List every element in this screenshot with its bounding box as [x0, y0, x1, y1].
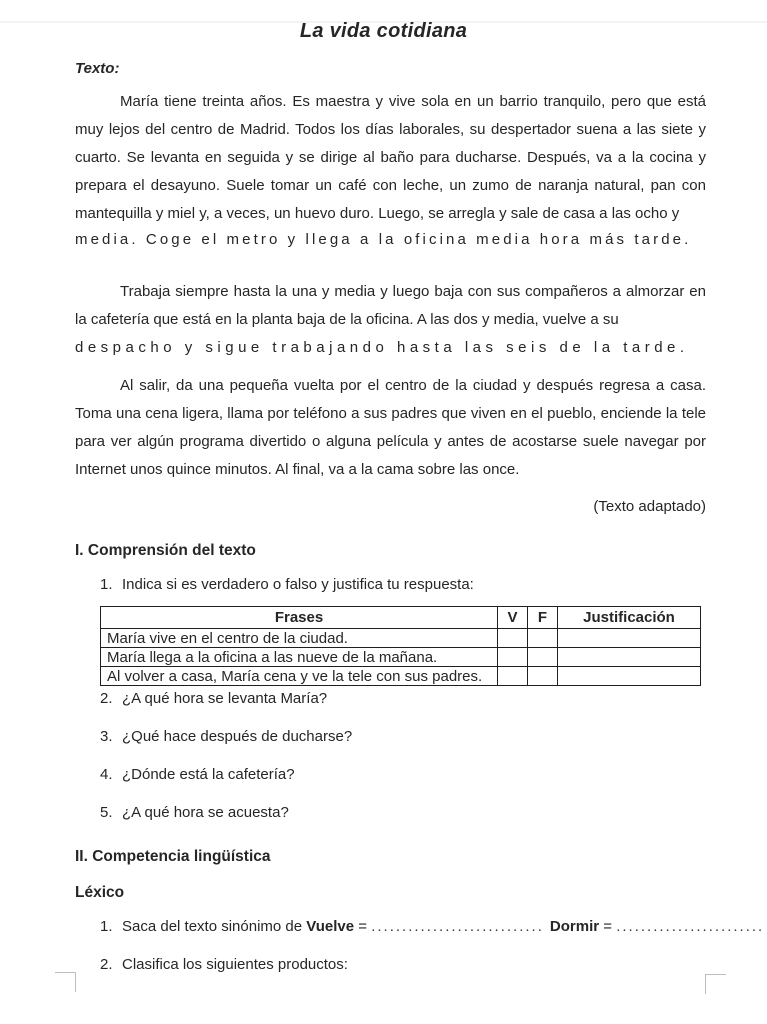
- table-header-justificacion: Justificación: [558, 607, 701, 629]
- adapted-note: (Texto adaptado): [593, 498, 706, 515]
- table-header-row: [101, 607, 701, 629]
- question-3-text: ¿Qué hace después de ducharse?: [122, 728, 353, 745]
- question-3: [75, 728, 706, 746]
- f-cell: [528, 629, 558, 648]
- true-false-table: [100, 606, 701, 686]
- justification-cell: [558, 629, 701, 648]
- page-title: La vida cotidiana: [299, 20, 468, 42]
- page-corner-mark-left: [55, 972, 76, 992]
- justification-cell: [558, 648, 701, 667]
- equals-sign: =: [354, 918, 372, 935]
- question-2-text: ¿A qué hora se levanta María?: [122, 690, 328, 707]
- f-cell: [528, 667, 558, 686]
- frase-cell: María llega a la oficina a las nueve de la mañana.: [101, 648, 498, 667]
- frase-cell: Al volver a casa, María cena y ve la tele con sus padres.: [101, 667, 498, 686]
- table-header-v: V: [498, 607, 528, 629]
- section1-heading: I. Comprensión del texto: [75, 542, 256, 559]
- v-cell: [498, 667, 528, 686]
- table-row: [101, 667, 701, 686]
- lexico-term-vuelve: Vuelve: [306, 918, 355, 935]
- question-2: [75, 690, 706, 708]
- lexico-question-1-number: 1.: [100, 918, 113, 935]
- paragraph-1-last-line: media. Coge el metro y llega a la oficina media hora más tarde.: [75, 231, 692, 248]
- v-cell: [498, 648, 528, 667]
- page-corner-mark-right: [705, 974, 726, 994]
- lexico-term-dormir: Dormir: [549, 918, 600, 935]
- lexico-question-2-text: Clasifica los siguientes productos:: [122, 956, 348, 973]
- question-5-number: 5.: [100, 804, 113, 821]
- f-cell: [528, 648, 558, 667]
- question-4-text: ¿Dónde está la cafetería?: [122, 766, 295, 783]
- lexico-subheading: Léxico: [75, 884, 125, 901]
- question-1-text: Indica si es verdadero o falso y justifica tu respuesta:: [122, 576, 474, 593]
- v-cell: [498, 629, 528, 648]
- question-4-number: 4.: [100, 766, 113, 783]
- answer-blank-dots: ............................: [371, 918, 544, 935]
- question-2-number: 2.: [100, 690, 113, 707]
- question-1: [75, 576, 706, 594]
- equals-sign: =: [599, 918, 617, 935]
- table-header-f: F: [528, 607, 558, 629]
- paragraph-2-last-line: despacho y sigue trabajando hasta las seis de la tarde.: [75, 339, 689, 356]
- paragraph-3: Al salir, da una pequeña vuelta por el centro de la ciudad y después regresa a casa. Toma una cena ligera, llama por teléfono a sus padres que viven en el pueblo, enciende la tele para ver algún programa divertido o alguna película y antes de acostarse suele navegar por Internet unos quince minutos. Al final, va a la cama sobre las once.: [75, 377, 706, 478]
- frase-cell: María vive en el centro de la ciudad.: [101, 629, 498, 648]
- paragraph-2: Trabaja siempre hasta la una y media y luego baja con sus compañeros a almorzar en la cafetería que está en la planta baja de la oficina. A las dos y media, vuelve a su: [75, 283, 706, 328]
- texto-label: Texto:: [75, 60, 120, 77]
- table-header-frases: Frases: [101, 607, 498, 629]
- question-4: [75, 766, 706, 784]
- question-1-number: 1.: [100, 576, 113, 593]
- table-row: [101, 629, 701, 648]
- answer-blank-dots: ........................: [616, 918, 765, 935]
- justification-cell: [558, 667, 701, 686]
- table-row: [101, 648, 701, 667]
- paragraph-1: María tiene treinta años. Es maestra y vive sola en un barrio tranquilo, pero que está muy lejos del centro de Madrid. Todos los días laborales, su despertador suena a las siete y cuarto. Se levanta en seguida y se dirige al baño para ducharse. Después, va a la cocina y prepara el desayuno. Suele tomar un café con leche, un zumo de naranja natural, pan con mantequilla y miel y, a veces, un huevo duro. Luego, se arregla y sale de casa a las ocho y: [75, 93, 706, 222]
- question-3-number: 3.: [100, 728, 113, 745]
- lexico-question-1-prefix: Saca del texto sinónimo de: [122, 918, 307, 935]
- section2-heading: II. Competencia lingüística: [75, 848, 271, 865]
- question-5-text: ¿A qué hora se acuesta?: [122, 804, 289, 821]
- lexico-question-2: [75, 956, 706, 974]
- lexico-question-1: [75, 918, 765, 936]
- question-5: [75, 804, 706, 822]
- lexico-question-2-number: 2.: [100, 956, 113, 973]
